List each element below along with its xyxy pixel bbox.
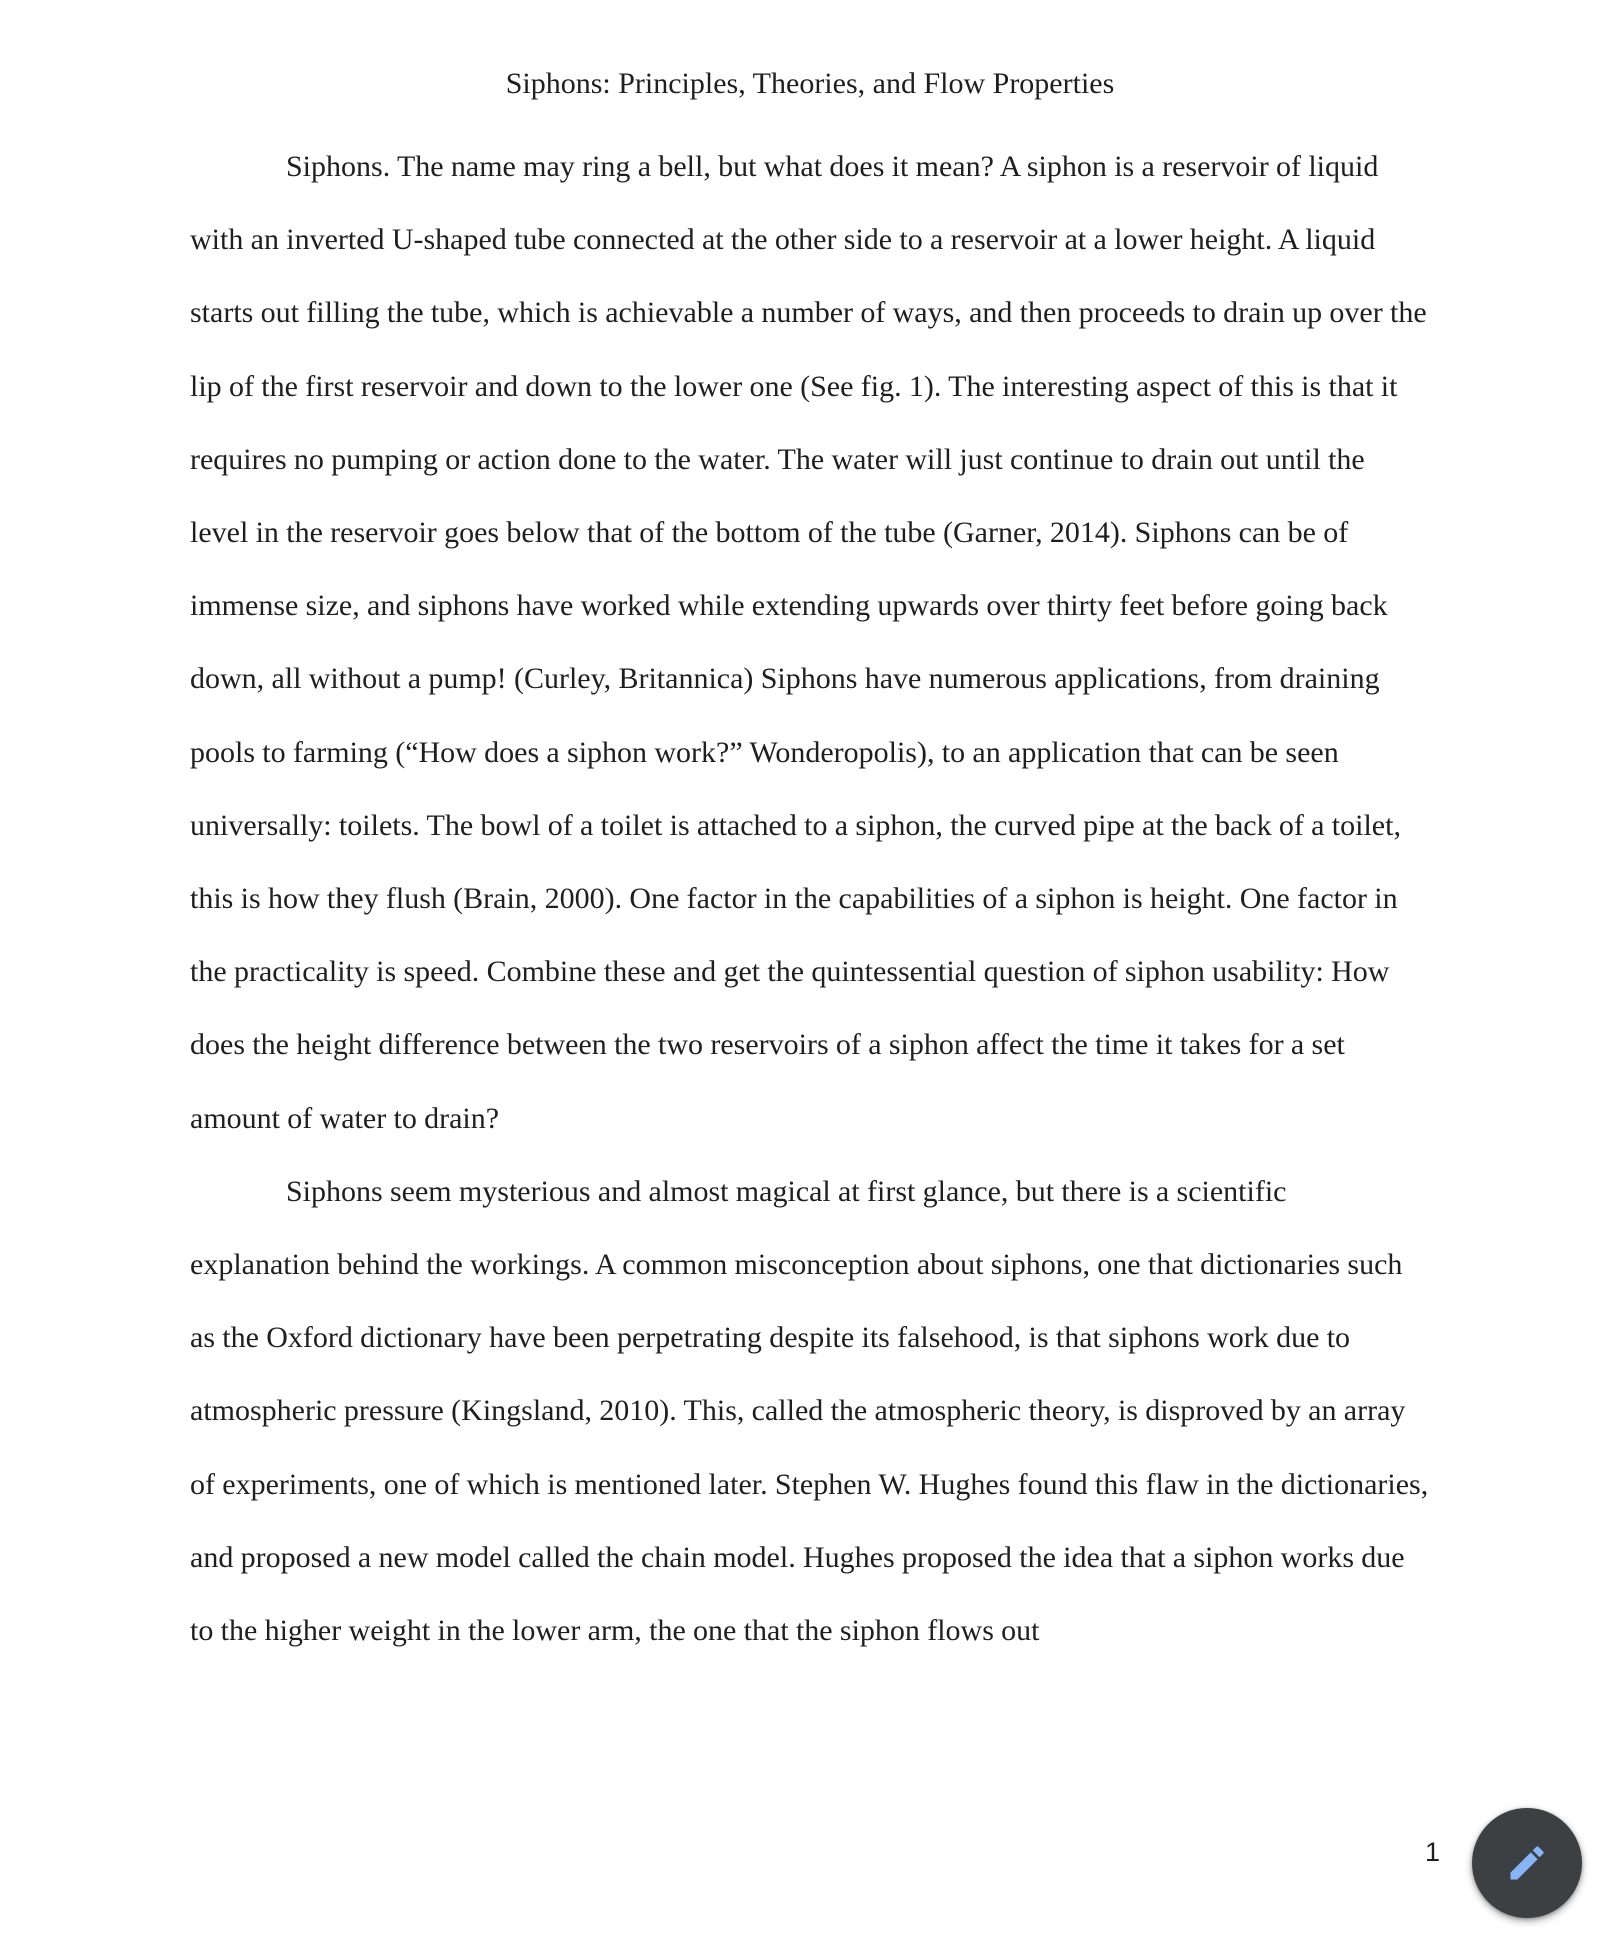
paragraph-2: Siphons seem mysterious and almost magical at first glance, but there is a scientific explanation behind the workings. A common misconception about siphons, one that dictionaries such as the Oxford dictionary have been perpetrating despite its falsehood, is that siphons work due to atmospheric pressure (Kingsland, 2010). This, called the atmospheric theory, is disproved by an array of experiments, one of which is mentioned later. Stephen W. Hughes found this flaw in the dictionaries, and proposed a new model called the chain model. Hughes proposed the idea that a siphon works due to the higher weight in the lower arm, the one that the siphon flows out: [190, 1174, 1429, 1648]
page-number: 1: [1424, 1837, 1440, 1867]
document-title: Siphons: Principles, Theories, and Flow Properties: [505, 67, 1115, 100]
paragraph-1: Siphons. The name may ring a bell, but what does it mean? A siphon is a reservoir of liquid with an inverted U-shaped tube connected at the other side to a reservoir at a lower height. A liquid starts out filling the tube, which is achievable a number of ways, and then proceeds to drain up over the lip of the first reservoir and down to the lower one (See fig. 1). The interesting aspect of this is that it requires no pumping or action done to the water. The water will just continue to drain out until the level in the reservoir goes below that of the bottom of the tube (Garner, 2014). Siphons can be of immense size, and siphons have worked while extending upwards over thirty feet before going back down, all without a pump! (Curley, Britannica) Siphons have numerous applications, from draining pools to farming (“How does a siphon work?” Wonderopolis), to an application that can be seen universally: toilets. The bowl of a toilet is attached to a siphon, the curved pipe at the back of a toilet, this is how they flush (Brain, 2000). One factor in the capabilities of a siphon is height. One factor in the practicality is speed. Combine these and get the quintessential question of siphon usability: How does the height difference between the two reservoirs of a siphon affect the time it takes for a set amount of water to drain?: [190, 150, 1427, 1135]
edit-button[interactable]: [1472, 1808, 1582, 1918]
pencil-edit-icon: [1505, 1841, 1549, 1885]
document-body: [190, 130, 1430, 1667]
